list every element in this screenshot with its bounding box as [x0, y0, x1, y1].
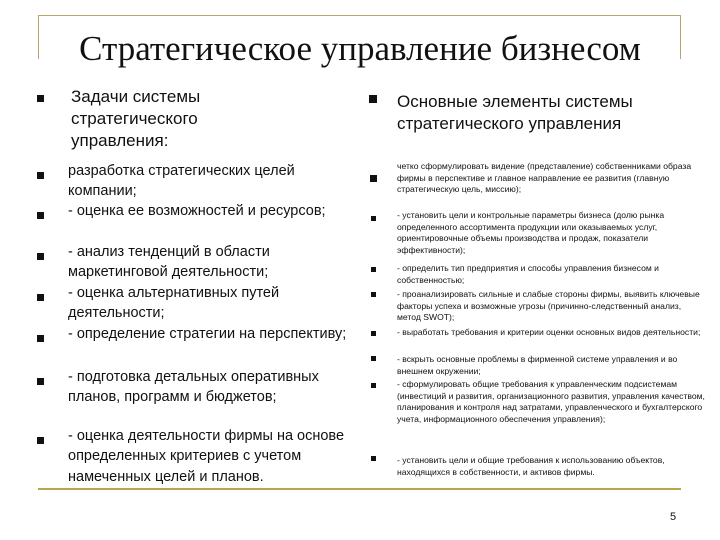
page-title: Стратегическое управление бизнесом	[79, 29, 641, 68]
bullet-icon	[37, 335, 44, 342]
bullet-icon	[37, 378, 44, 385]
bullet-icon	[37, 95, 44, 102]
right-item: - вскрыть основные проблемы в фирменной системе управления и во внешнем окружении;	[397, 354, 678, 376]
bullet-icon	[37, 294, 44, 301]
bullet-icon	[371, 216, 376, 221]
left-item: - определение стратегии на перспективу;	[68, 326, 347, 342]
right-item: четко сформулировать видение (представление) собственниками образа фирмы в перспективе и главное направление ее развития (главную стратегическую цель, миссию);	[397, 161, 692, 195]
left-item: - анализ тенденций в области маркетинговой деятельности;	[68, 244, 270, 281]
bullet-icon	[371, 292, 376, 297]
frame-bottom-line	[38, 488, 681, 490]
left-item: - оценка альтернативных путей деятельности;	[68, 285, 280, 322]
bullet-icon	[371, 383, 376, 388]
right-item: - выработать требования и критерии оценки основных видов деятельности;	[397, 327, 701, 337]
left-heading: Задачи системы стратегического управления:	[71, 87, 201, 150]
bullet-icon	[371, 356, 376, 361]
left-item: разработка стратегических целей компании;	[68, 163, 295, 200]
right-item: - проанализировать сильные и слабые стороны фирмы, выявить ключевые факторы успеха и возможные угрозы (причинно-следственный анализ, метод SWOT);	[397, 289, 700, 323]
bullet-icon	[37, 437, 44, 444]
left-item: - оценка деятельности фирмы на основе определенных критериев с учетом намеченных целей и планов.	[68, 428, 345, 485]
right-item: - установить цели и контрольные параметры бизнеса (долю рынка определенного ассортимента продукции или оказываемых услуг, ориентировочные объемы производства и продаж, показатели эффективности);	[397, 210, 665, 255]
bullet-icon	[37, 212, 44, 219]
frame-top-line	[38, 15, 681, 16]
bullet-icon	[37, 172, 44, 179]
left-item: - оценка ее возможностей и ресурсов;	[68, 203, 326, 219]
page-number: 5	[670, 511, 677, 523]
bullet-icon	[371, 456, 376, 461]
left-item: - подготовка детальных оперативных планов, программ и бюджетов;	[68, 369, 319, 406]
bullet-icon	[37, 253, 44, 260]
bullet-icon	[369, 95, 377, 103]
bullet-icon	[371, 331, 376, 336]
bullet-icon	[371, 267, 376, 272]
right-item: - определить тип предприятия и способы управления бизнесом и собственностью;	[397, 263, 659, 285]
right-item: - сформулировать общие требования к управленческим подсистемам (инвестиций и развития, организационного развития, управления качеством, планирования и контроля над затратами, управленческого и бухгалтерского учета, информационного обеспечения управления);	[397, 379, 705, 424]
right-heading: Основные элементы системы стратегического управления	[397, 92, 633, 133]
bullet-icon	[370, 175, 377, 182]
right-item: - установить цели и общие требования к использованию объектов, находящихся в собственности, и активов фирмы.	[397, 455, 665, 477]
